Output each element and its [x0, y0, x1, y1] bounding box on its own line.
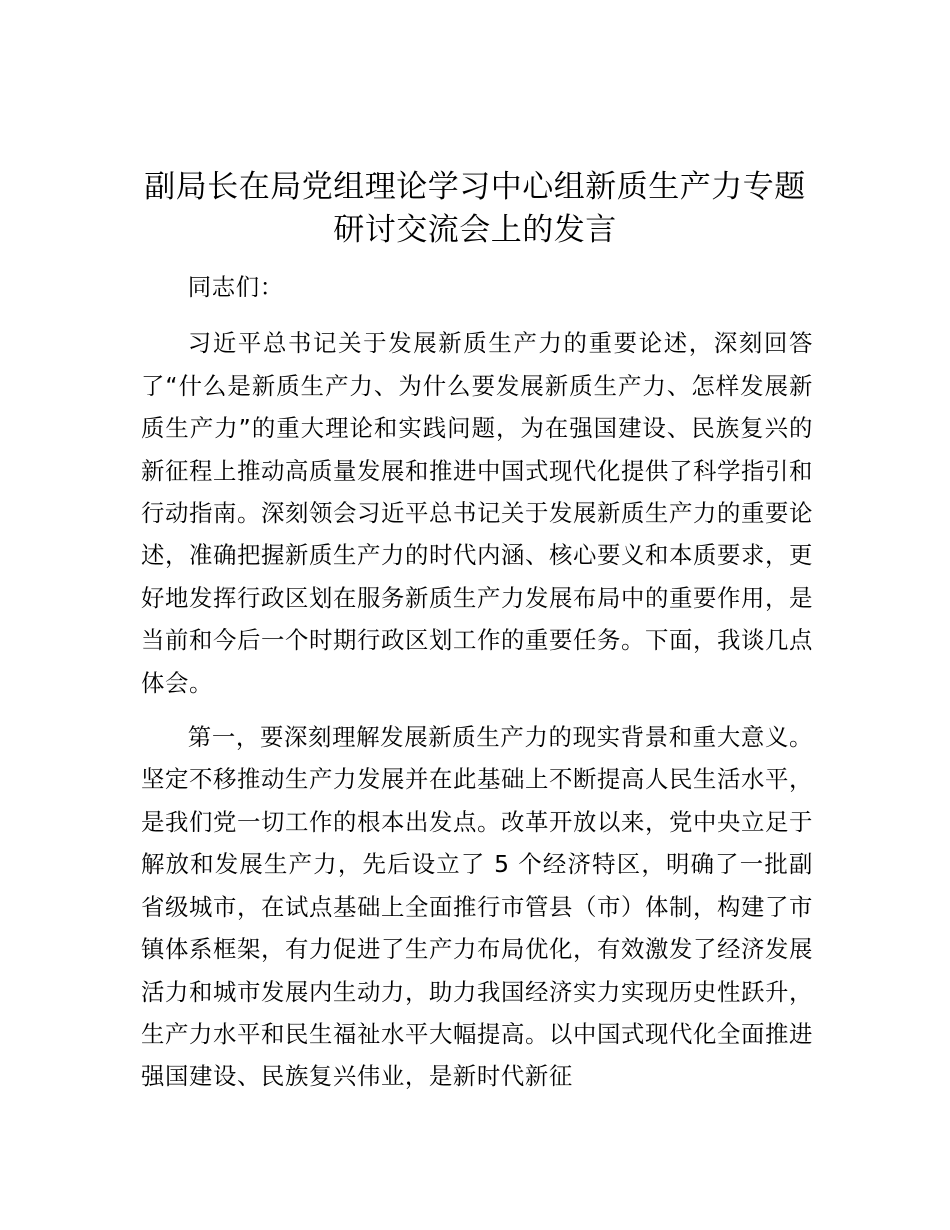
document-body — [141, 266, 813, 1110]
document-title: 副局长在局党组理论学习中心组新质生产力专题研讨交流会上的发言 — [144, 169, 806, 248]
paragraph: 习近平总书记关于发展新质生产力的重要论述，深刻回答了“什么是新质生产力、为什么要发展新质生产力、怎样发展新质生产力”的重大理论和实践问题，为在强国建设、民族复兴的新征程上推动高质量发展和推进中国式现代化提供了科学指引和行动指南。深刻领会习近平总书记关于发展新质生产力的重要论述，准确把握新质生产力的时代内涵、核心要义和本质要求，更好地发挥行政区划在服务新质生产力发展布局中的重要作用，是当前和今后一个时期行政区划工作的重要任务。下面，我谈几点体会。 — [141, 329, 813, 697]
greeting: 同志们： — [187, 273, 284, 301]
paragraph: 第一，要深刻理解发展新质生产力的现实背景和重大意义。坚定不移推动生产力发展并在此基础上不断提高人民生活水平，是我们党一切工作的根本出发点。改革开放以来，党中央立足于解放和发展生产力，先后设立了 5 个经济特区，明确了一批副省级城市，在试点基础上全面推行市管县（市）体制，构建了市镇体系框架，有力促进了生产力布局优化，有效激发了经济发展活力和城市发展内生动力，助力我国经济实力实现历史性跃升，生产力水平和民生福祉水平大幅提高。以中国式现代化全面推进强国建设、民族复兴伟业，是新时代新征 — [141, 723, 813, 1091]
